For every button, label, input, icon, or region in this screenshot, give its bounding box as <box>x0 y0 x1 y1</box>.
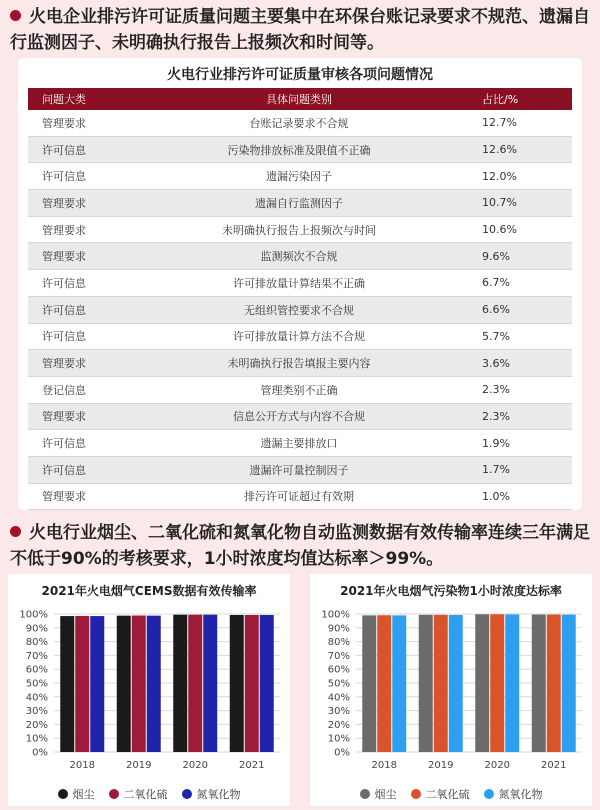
summary-text: 火电行业烟尘、二氧化硫和氮氧化物自动监测数据有效传输率连续三年满足不低于90%的考核要求，1小时浓度均值达标率＞99%。 <box>10 523 590 569</box>
cell-percent: 2.3% <box>456 376 572 403</box>
legend-label: 氮氧化物 <box>498 788 543 801</box>
bar-二氧化硫-2019 <box>434 615 448 752</box>
table-row <box>28 243 572 270</box>
x-tick-label: 2018 <box>69 760 95 771</box>
cell-category: 许可信息 <box>28 163 142 190</box>
y-tick-label: 50% <box>25 678 48 690</box>
cell-percent: 1.0% <box>456 483 572 510</box>
bar-烟尘-2020 <box>173 615 187 752</box>
bar-氮氧化物-2021 <box>562 615 576 752</box>
cell-issue: 遗漏自行监测因子 <box>142 190 456 217</box>
bar-烟尘-2020 <box>475 614 489 752</box>
table-row <box>28 483 572 510</box>
cell-issue: 未明确执行报告填报主要内容 <box>142 350 456 377</box>
bar-氮氧化物-2018 <box>392 615 406 752</box>
chart-plot <box>310 604 592 782</box>
cell-category: 登记信息 <box>28 376 142 403</box>
table-row <box>28 110 572 136</box>
cell-percent: 1.7% <box>456 456 572 483</box>
cell-percent: 6.7% <box>456 270 572 297</box>
y-tick-label: 100% <box>19 609 48 621</box>
bar-烟尘-2021 <box>230 615 244 752</box>
y-tick-label: 0% <box>334 747 350 759</box>
cell-issue: 管理类别不正确 <box>142 376 456 403</box>
bar-氮氧化物-2019 <box>147 616 161 752</box>
chart-legend <box>8 786 290 802</box>
legend-swatch-icon <box>484 789 494 799</box>
transmission-rate-chart <box>8 574 290 806</box>
header-category: 问题大类 <box>28 88 142 110</box>
cell-percent: 1.9% <box>456 430 572 457</box>
legend-swatch-icon <box>360 789 370 799</box>
cell-percent: 5.7% <box>456 323 572 350</box>
cell-category: 管理要求 <box>28 243 142 270</box>
y-tick-label: 20% <box>25 719 48 731</box>
bar-烟尘-2021 <box>532 615 546 752</box>
cell-percent: 10.7% <box>456 190 572 217</box>
x-tick-label: 2019 <box>428 760 454 771</box>
chart-plot <box>8 604 290 782</box>
y-tick-label: 30% <box>25 706 48 718</box>
y-tick-label: 60% <box>327 664 350 676</box>
table-row <box>28 190 572 217</box>
y-tick-label: 70% <box>327 650 350 662</box>
cell-issue: 污染物排放标准及限值不正确 <box>142 136 456 163</box>
bar-烟尘-2018 <box>60 616 74 752</box>
table-row <box>28 323 572 350</box>
cell-category: 管理要求 <box>28 216 142 243</box>
cell-percent: 6.6% <box>456 296 572 323</box>
legend-item <box>484 786 543 802</box>
cell-issue: 许可排放量计算方法不合规 <box>142 323 456 350</box>
bar-二氧化硫-2019 <box>132 616 146 752</box>
cell-category: 许可信息 <box>28 456 142 483</box>
y-tick-label: 50% <box>327 678 350 690</box>
bar-氮氧化物-2020 <box>505 614 519 752</box>
bar-二氧化硫-2018 <box>377 615 391 752</box>
bar-氮氧化物-2020 <box>203 615 217 752</box>
table-row <box>28 403 572 430</box>
bar-二氧化硫-2018 <box>75 616 89 752</box>
cell-category: 许可信息 <box>28 323 142 350</box>
y-tick-label: 90% <box>327 623 350 635</box>
header-issue: 具体问题类别 <box>142 88 456 110</box>
cell-percent: 12.0% <box>456 163 572 190</box>
table-row <box>28 270 572 297</box>
table-row <box>28 296 572 323</box>
x-tick-label: 2020 <box>182 760 208 771</box>
y-tick-label: 60% <box>25 664 48 676</box>
cell-category: 许可信息 <box>28 430 142 457</box>
cell-percent: 2.3% <box>456 403 572 430</box>
issues-table <box>28 88 572 510</box>
bar-烟尘-2019 <box>419 615 433 752</box>
compliance-rate-chart <box>310 574 592 806</box>
bar-氮氧化物-2018 <box>90 616 104 752</box>
header-percent: 占比/% <box>456 88 572 110</box>
cell-issue: 遗漏主要排放口 <box>142 430 456 457</box>
y-tick-label: 80% <box>25 637 48 649</box>
bar-二氧化硫-2021 <box>547 615 561 752</box>
x-tick-label: 2021 <box>541 760 567 771</box>
legend-item <box>411 786 470 802</box>
legend-swatch-icon <box>182 789 192 799</box>
y-tick-label: 80% <box>327 637 350 649</box>
y-tick-label: 10% <box>327 733 350 745</box>
cell-percent: 3.6% <box>456 350 572 377</box>
cell-issue: 无组织管控要求不合规 <box>142 296 456 323</box>
bullet-dot-icon <box>10 10 21 21</box>
legend-label: 烟尘 <box>72 788 95 801</box>
cell-percent: 9.6% <box>456 243 572 270</box>
table-card <box>18 58 582 510</box>
cell-category: 许可信息 <box>28 296 142 323</box>
legend-label: 烟尘 <box>374 788 397 801</box>
cell-category: 管理要求 <box>28 110 142 136</box>
x-tick-label: 2021 <box>239 760 265 771</box>
y-tick-label: 10% <box>25 733 48 745</box>
legend-item <box>360 786 397 802</box>
bar-氮氧化物-2021 <box>260 615 274 752</box>
cell-percent: 12.6% <box>456 136 572 163</box>
cell-issue: 许可排放量计算结果不正确 <box>142 270 456 297</box>
intro-paragraph <box>10 4 590 56</box>
legend-label: 二氧化硫 <box>123 788 168 801</box>
table-row <box>28 136 572 163</box>
cell-category: 许可信息 <box>28 136 142 163</box>
y-tick-label: 0% <box>32 747 48 759</box>
cell-category: 管理要求 <box>28 483 142 510</box>
table-row <box>28 216 572 243</box>
cell-category: 许可信息 <box>28 270 142 297</box>
cell-category: 管理要求 <box>28 190 142 217</box>
bar-烟尘-2019 <box>117 616 131 752</box>
table-title: 火电行业排污许可证质量审核各项问题情况 <box>167 67 433 83</box>
legend-label: 氮氧化物 <box>196 788 241 801</box>
y-tick-label: 90% <box>25 623 48 635</box>
y-tick-label: 20% <box>327 719 350 731</box>
legend-swatch-icon <box>411 789 421 799</box>
legend-swatch-icon <box>58 789 68 799</box>
chart-title: 2021年火电烟气污染物1小时浓度达标率 <box>340 584 562 598</box>
table-header-row <box>28 88 572 110</box>
chart-title: 2021年火电烟气CEMS数据有效传输率 <box>41 584 257 598</box>
chart-legend <box>310 786 592 802</box>
table-row <box>28 350 572 377</box>
y-tick-label: 40% <box>25 692 48 704</box>
legend-swatch-icon <box>109 789 119 799</box>
cell-issue: 遗漏污染因子 <box>142 163 456 190</box>
table-row <box>28 430 572 457</box>
cell-issue: 遗漏许可量控制因子 <box>142 456 456 483</box>
cell-issue: 信息公开方式与内容不合规 <box>142 403 456 430</box>
cell-issue: 未明确执行报告上报频次与时间 <box>142 216 456 243</box>
summary-paragraph <box>10 520 590 572</box>
bar-二氧化硫-2021 <box>245 615 259 752</box>
y-tick-label: 70% <box>25 650 48 662</box>
bar-二氧化硫-2020 <box>188 615 202 752</box>
x-tick-label: 2019 <box>126 760 152 771</box>
cell-percent: 10.6% <box>456 216 572 243</box>
cell-category: 管理要求 <box>28 403 142 430</box>
cell-category: 管理要求 <box>28 350 142 377</box>
table-row <box>28 376 572 403</box>
cell-issue: 台账记录要求不合规 <box>142 110 456 136</box>
table-row <box>28 163 572 190</box>
y-tick-label: 100% <box>321 609 350 621</box>
bar-氮氧化物-2019 <box>449 615 463 752</box>
cell-percent: 12.7% <box>456 110 572 136</box>
legend-item <box>182 786 241 802</box>
legend-item <box>109 786 168 802</box>
bar-二氧化硫-2020 <box>490 614 504 752</box>
x-tick-label: 2018 <box>371 760 397 771</box>
bullet-dot-icon <box>10 526 21 537</box>
bar-烟尘-2018 <box>362 615 376 752</box>
legend-label: 二氧化硫 <box>425 788 470 801</box>
intro-text: 火电企业排污许可证质量问题主要集中在环保台账记录要求不规范、遗漏自行监测因子、未明确执行报告上报频次和时间等。 <box>10 7 590 53</box>
cell-issue: 排污许可证超过有效期 <box>142 483 456 510</box>
cell-issue: 监测频次不合规 <box>142 243 456 270</box>
legend-item <box>58 786 95 802</box>
y-tick-label: 30% <box>327 706 350 718</box>
table-row <box>28 456 572 483</box>
x-tick-label: 2020 <box>484 760 510 771</box>
y-tick-label: 40% <box>327 692 350 704</box>
